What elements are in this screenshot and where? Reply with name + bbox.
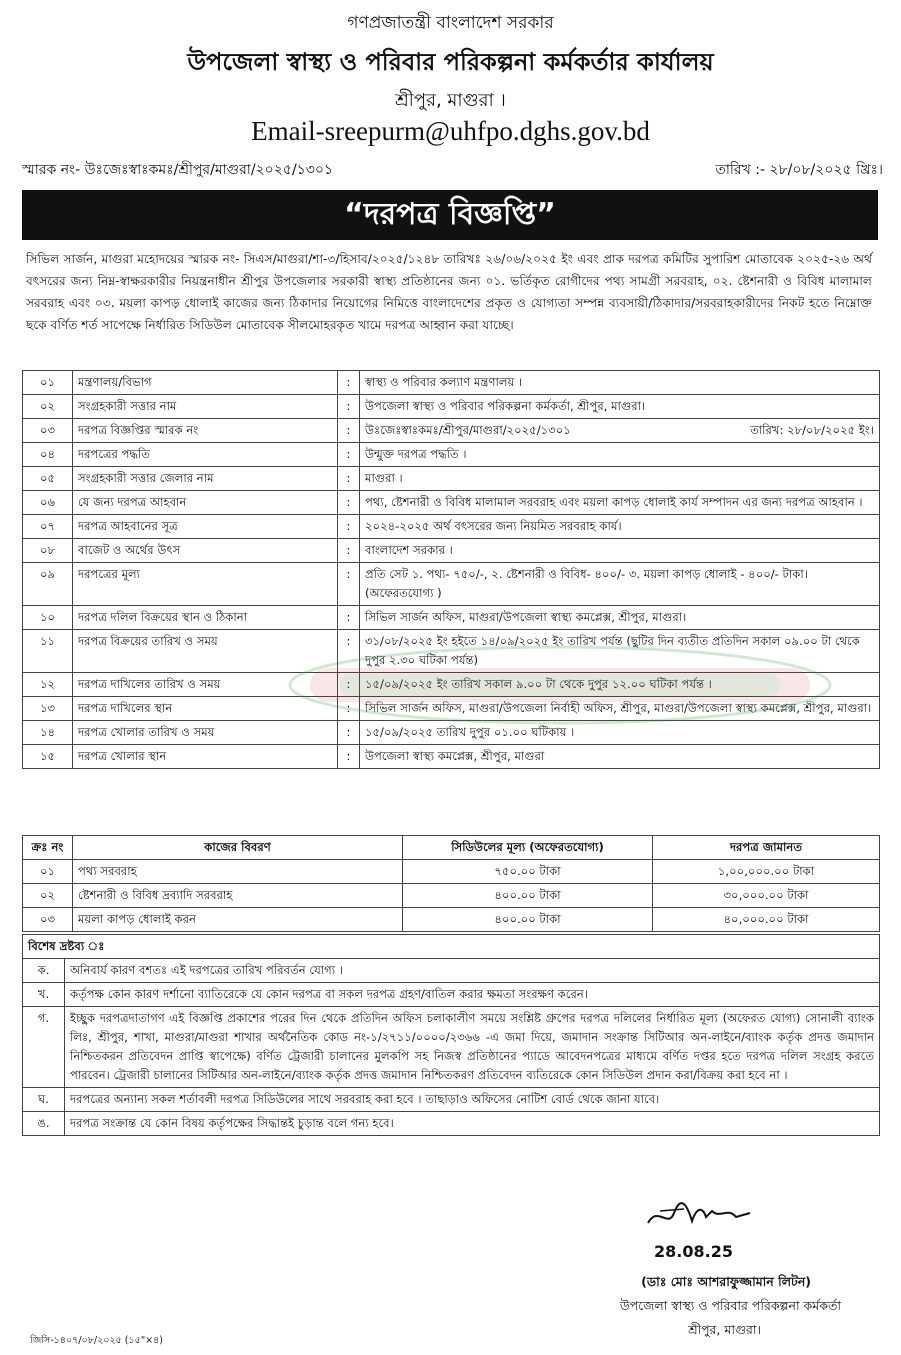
work-price: ৪০০.০০ টাকা — [403, 908, 653, 932]
work-row — [23, 908, 880, 932]
note-row — [23, 1007, 880, 1088]
info-row — [23, 630, 880, 673]
footer-code: জিসি-১৪০৭/০৮/২০২৫ (১৫"×৪) — [30, 1335, 164, 1346]
info-no: ০৭ — [23, 515, 73, 539]
signatory-place: শ্রীপুর, মাগুরা। — [688, 1322, 761, 1337]
info-colon: : — [338, 539, 360, 563]
info-row — [23, 606, 880, 630]
info-row — [23, 467, 880, 491]
work-desc: ময়লা কাপড় ধোলাই করন — [73, 908, 403, 932]
info-colon: : — [338, 606, 360, 630]
info-value: পথ্য, ষ্টেশনারী ও বিবিধ মালামাল সরবরাহ এবং ময়লা কাপড় ধোলাই কার্য সম্পাদন এর জন্য দরপত্র আহবান । — [360, 491, 880, 515]
info-no: ১৩ — [23, 697, 73, 721]
info-row — [23, 443, 880, 467]
info-label: দরপত্র খোলার তারিখ ও সময় — [73, 721, 338, 745]
info-colon: : — [338, 515, 360, 539]
work-desc: পথ্য সরবরাহ — [73, 860, 403, 884]
info-row — [23, 371, 880, 395]
info-colon: : — [338, 395, 360, 419]
info-no: ১১ — [23, 630, 73, 673]
work-security: ৩০,০০০.০০ টাকা — [653, 884, 880, 908]
info-label: সংগ্রহকারী সত্তার নাম — [73, 395, 338, 419]
work-table — [22, 835, 880, 932]
note-key: ক. — [23, 959, 65, 983]
note-row — [23, 959, 880, 983]
info-row — [23, 673, 880, 697]
note-key: ঘ. — [23, 1088, 65, 1112]
work-no: ০২ — [23, 884, 73, 908]
info-label: দরপত্র দাখিলের তারিখ ও সময় — [73, 673, 338, 697]
info-no: ০৩ — [23, 419, 73, 443]
note-text: দরপত্র সংক্রান্ত যে কোন বিষয় কর্তৃপক্ষের সিদ্ধান্তই চুড়ান্ত বলে গন্য হবে। — [65, 1112, 880, 1136]
info-value: উপজেলা স্বাস্থ্য কমপ্লেক্স, শ্রীপুর, মাগুরা — [360, 745, 880, 769]
note-key: গ. — [23, 1007, 65, 1088]
signature-image — [640, 1195, 760, 1235]
work-no: ০১ — [23, 860, 73, 884]
info-colon: : — [338, 371, 360, 395]
notes-table — [22, 934, 880, 1136]
work-header-desc: কাজের বিবরণ — [73, 836, 403, 860]
info-colon: : — [338, 673, 360, 697]
note-key: খ. — [23, 983, 65, 1007]
info-colon: : — [338, 467, 360, 491]
info-value: ৩১/০৮/২০২৫ ইং হইতে ১৪/০৯/২০২৫ ইং তারিখ পর্যন্ত (ছুটির দিন ব্যতীত প্রতিদিন সকাল ০৯.০০ টা থেকে দুপুর ২.৩০ ঘটিকা পর্যন্ত) — [360, 630, 880, 673]
work-no: ০৩ — [23, 908, 73, 932]
info-label: মন্ত্রণালয়/বিভাগ — [73, 371, 338, 395]
work-price: ৪০০.০০ টাকা — [403, 884, 653, 908]
info-no: ০৮ — [23, 539, 73, 563]
info-colon: : — [338, 745, 360, 769]
info-no: ১২ — [23, 673, 73, 697]
government-line: গণপ্রজাতন্ত্রী বাংলাদেশ সরকার — [347, 13, 554, 33]
note-text: অনিবার্য কারণ বশতঃ এই দরপত্রের তারিখ পরিবর্তন যোগ্য । — [65, 959, 880, 983]
note-row — [23, 983, 880, 1007]
info-value: সিভিল সার্জন অফিস, মাগুরা/উপজেলা নির্বাহী অফিস, শ্রীপুর, মাগুরা/উপজেলা স্বাস্থ্য কমপ্লেক্স, শ্রীপুর, মাগুরা। — [360, 697, 880, 721]
info-label: দরপত্রের পদ্ধতি — [73, 443, 338, 467]
note-key: ঙ. — [23, 1112, 65, 1136]
info-no: ০৬ — [23, 491, 73, 515]
info-value: বাংলাদেশ সরকার । — [360, 539, 880, 563]
info-label: যে জন্য দরপত্র আহবান — [73, 491, 338, 515]
info-no: ০৯ — [23, 563, 73, 606]
info-row — [23, 563, 880, 606]
note-text: ইচ্ছুক দরপত্রদাতাগণ এই বিজ্ঞপ্তি প্রকাশের পরের দিন থেকে প্রতিদিন অফিস চলাকালীণ সময়ে সংশ্লিষ্ট গ্রুপের দরপত্র দলিলের নির্ধারিত মূল্য (অফেরত যোগ্য) সোনালী ব্যাংক লিঃ, শ্রীপুর, শাখা, মাগুরা/মাগুরা শাখার অর্থনৈতিক কোড নং-১/২৭১১/০০০০/২৩৬৬ -এ জমা দিয়ে, জমাদান সংক্রান্ত সিটিআর অন-লাইনে/ব্যাংক কর্তৃক প্রদত্ত জমাদান নিশ্চিতকরন প্রতিবেদন প্রাপ্তি স্বাপেক্ষে) বর্ণিত ট্রেজারী চালানের মুলকপি সহ নিজস্ব প্রতিষ্ঠানের প্যাডে আবেদনপত্রের মাধ্যমে বর্ণিত দপ্তর হতে দরপত্র দলিল সংগ্রহ করতে পারবেন। ট্রেজারী চালানের সিটিআর অন-লাইনে/ব্যাংক কর্তৃক প্রদত্ত জমাদান নিশ্চিতকরণ প্রতিবেদন ব্যতিরেকে কোন সিডিউল প্রদান করা/বিক্রয় করা হবে না । — [65, 1007, 880, 1088]
info-value: মাগুরা । — [360, 467, 880, 491]
info-value: উপজেলা স্বাস্থ্য ও পরিবার পরিকল্পনা কর্মকর্তা, শ্রীপুর, মাগুরা। — [360, 395, 880, 419]
info-value: উঃজেঃস্বাঃকমঃ/শ্রীপুর/মাগুরা/২০২৫/১৩০১ তারিখ: ২৮/০৮/২০২৫ ইং। — [360, 419, 880, 443]
tender-info-table — [22, 370, 880, 769]
info-row — [23, 515, 880, 539]
info-colon: : — [338, 630, 360, 673]
info-no: ০২ — [23, 395, 73, 419]
work-security: ১,০০,০০০.০০ টাকা — [653, 860, 880, 884]
info-value: ১৫/০৯/২০২৫ তারিখ দুপুর ০১.০০ ঘটিকায় । — [360, 721, 880, 745]
info-no: ১০ — [23, 606, 73, 630]
office-email: Email-sreepurm@uhfpo.dghs.gov.bd — [251, 116, 650, 146]
info-value: ২০২৪-২০২৫ অর্থ বৎসরের জন্য নিয়মিত সরবরাহ কার্য। — [360, 515, 880, 539]
info-value: প্রতি সেট ১. পথ্য- ৭৫০/-, ২. ষ্টেশনারী ও বিবিধ- ৪০০/- ৩. ময়লা কাপড় ধোলাই - ৪০০/- টাকা। (অফেরতযোগ্য ) — [360, 563, 880, 606]
work-security: ৪০,০০০.০০ টাকা — [653, 908, 880, 932]
signature-date: 28.08.25 — [654, 1242, 733, 1261]
info-no: ০৫ — [23, 467, 73, 491]
office-title: উপজেলা স্বাস্থ্য ও পরিবার পরিকল্পনা কর্মকর্তার কার্যালয় — [187, 48, 714, 76]
info-colon: : — [338, 697, 360, 721]
info-no: ০৪ — [23, 443, 73, 467]
work-desc: ষ্টেশনারী ও বিবিধ দ্রব্যাদি সরবরাহ — [73, 884, 403, 908]
work-header-security: দরপত্র জামানত — [653, 836, 880, 860]
info-row — [23, 491, 880, 515]
info-label: দরপত্র দলিল বিক্রয়ের স্থান ও ঠিকানা — [73, 606, 338, 630]
memo-reference: স্মারক নং- উঃজেঃস্বাঃকমঃ/শ্রীপুর/মাগুরা/২০২৫/১৩০১ — [22, 162, 334, 178]
info-value: ১৫/০৯/২০২৫ ইং তারিখ সকাল ৯.০০ টা থেকে দুপুর ১২.০০ ঘটিকা পর্যন্ত । — [360, 673, 880, 697]
work-row — [23, 884, 880, 908]
info-value: স্বাস্থ্য ও পরিবার কল্যাণ মন্ত্রণালয় । — [360, 371, 880, 395]
info-row — [23, 745, 880, 769]
work-header-no: ক্রঃ নং — [23, 836, 73, 860]
info-value-date: তারিখ: ২৮/০৮/২০২৫ ইং। — [750, 423, 874, 437]
memo-date: তারিখ :- ২৮/০৮/২০২৫ খ্রিঃ। — [715, 162, 883, 178]
info-colon: : — [338, 563, 360, 606]
info-colon: : — [338, 491, 360, 515]
note-row — [23, 1088, 880, 1112]
signatory-designation: উপজেলা স্বাস্থ্য ও পরিবার পরিকল্পনা কর্মকর্তা — [619, 1298, 841, 1313]
info-row — [23, 539, 880, 563]
note-text: কর্তৃপক্ষ কোন কারণ দর্শানো ব্যাতিরেকে যে কোন দরপত্র বা সকল দরপত্র গ্রহণ/বাতিল করার ক্ষমতা সংরক্ষণ করেন। — [65, 983, 880, 1007]
info-row — [23, 395, 880, 419]
info-label: দরপত্র আহবানের সূত্র — [73, 515, 338, 539]
work-header-price: সিডিউলের মূল্য (অফেরতযোগ্য) — [403, 836, 653, 860]
info-value: উন্মুক্ত দরপত্র পদ্ধতি । — [360, 443, 880, 467]
info-label: বাজেট ও অর্থের উৎস — [73, 539, 338, 563]
info-label: দরপত্রের মূল্য — [73, 563, 338, 606]
notes-title: বিশেষ দ্রষ্টব্য ঃ — [23, 935, 880, 959]
info-value: সিভিল সার্জন অফিস, মাগুরা/উপজেলা স্বাস্থ্য কমপ্লেক্স, শ্রীপুর, মাগুরা। — [360, 606, 880, 630]
info-no: ১৪ — [23, 721, 73, 745]
info-no: ১৫ — [23, 745, 73, 769]
office-place: শ্রীপুর, মাগুরা । — [395, 90, 506, 111]
info-colon: : — [338, 419, 360, 443]
info-label: দরপত্র দাখিলের স্থান — [73, 697, 338, 721]
info-label: দরপত্র বিজ্ঞপ্তির স্মারক নং — [73, 419, 338, 443]
info-colon: : — [338, 721, 360, 745]
info-row — [23, 419, 880, 443]
info-label: সংগ্রহকারী সত্তার জেলার নাম — [73, 467, 338, 491]
note-text: দরপত্রের অন্যান্য সকল শর্তাবলী দরপত্র সিডিউলের সাথে সরবরাহ করা হবে । তাছাড়াও অফিসের নোটিশ বোর্ড থেকে জানা যাবে। — [65, 1088, 880, 1112]
notice-banner: “দরপত্র বিজ্ঞপ্তি” — [22, 190, 878, 240]
work-price: ৭৫০.০০ টাকা — [403, 860, 653, 884]
signatory-name: (ডাঃ মোঃ আশরাফুজ্জামান লিটন) — [641, 1274, 811, 1289]
info-label: দরপত্র খোলার স্থান — [73, 745, 338, 769]
note-row — [23, 1112, 880, 1136]
info-no: ০১ — [23, 371, 73, 395]
info-row — [23, 697, 880, 721]
info-colon: : — [338, 443, 360, 467]
intro-paragraph: সিভিল সার্জন, মাগুরা মহোদয়ের স্মারক নং- সিএস/মাগুরা/শা-৩/হিসাব/২০২৫/১২৪৮ তারিখঃ ২৬/০৬/২০২৫ ইং এবং প্রাক দরপত্র কমিটির সুপারিশ মোতাবেক ২০২৫-২৬ অর্থ বৎসরের জন্য নিম্ন-স্বাক্ষরকারীর নিয়ন্ত্রনাধীন শ্রীপুর উপজেলার সরকারী স্বাস্থ্য প্রতিষ্ঠানের জন্য ০১. ভর্তিকৃত রোগীদের পথ্য সামগ্রী সরবরাহ, ০২. ষ্টেশনারী ও বিবিধ মালামাল সরবরাহ এবং ০৩. ময়লা কাপড় ধোলাই কাজের জন্য ঠিকাদার নিয়োগের নিমিত্তে বাংলাদেশের প্রকৃত ও যোগ্যতা সম্পন্ন ব্যবসায়ী/ঠিকাদার/সরবরাহকারীদের নিকট হতে নিম্নোক্ত ছকে বর্ণিত শর্ত সাপেক্ষে নির্ধারিত সিডিউল মোতাবেক সীলমোহরকৃত খামে দরপত্র আহ্বান করা যাচ্ছে। — [26, 252, 872, 332]
info-label: দরপত্র বিক্রয়ের তারিখ ও সময় — [73, 630, 338, 673]
work-row — [23, 860, 880, 884]
info-row — [23, 721, 880, 745]
